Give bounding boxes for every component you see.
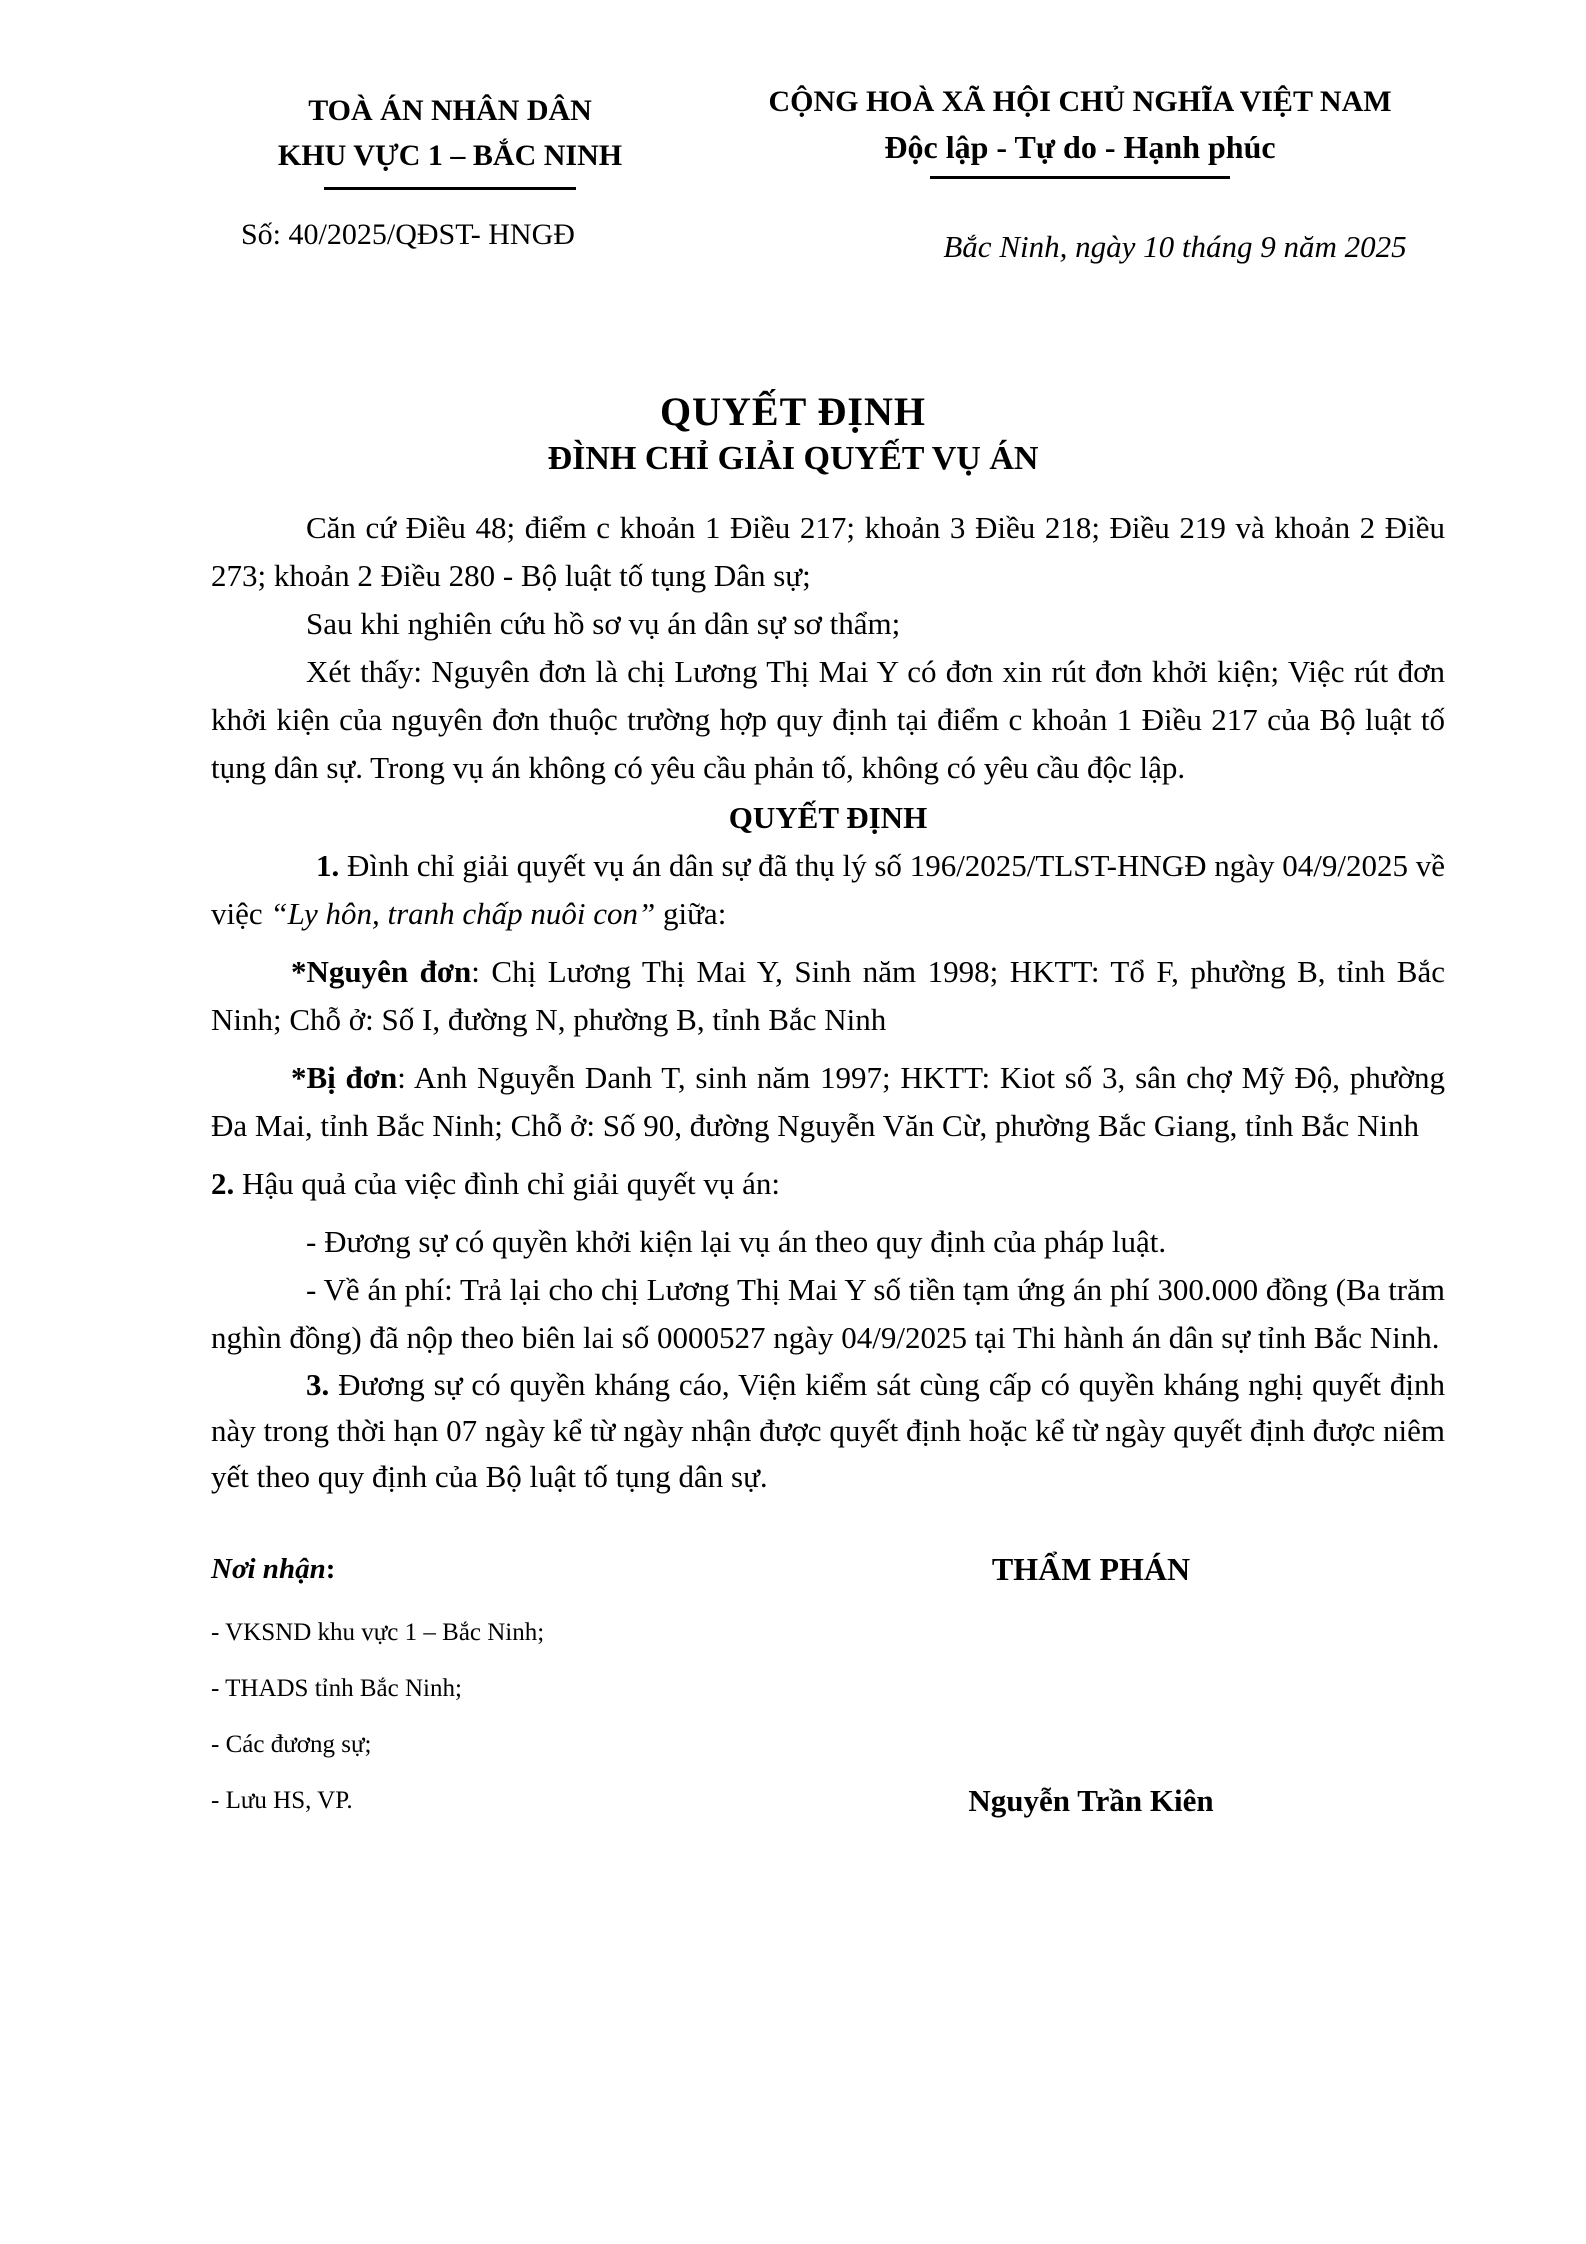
document-footer: [211, 1545, 1445, 1829]
defendant-details: : Anh Nguyễn Danh T, sinh năm 1997; HKTT: Kiot số 3, sân chợ Mỹ Độ, phường Đa Mai, tỉnh Bắc Ninh; Chỗ ở: Số 90, đường Nguyễn Văn Cừ, phường Bắc Giang, tỉnh Bắc Ninh: [211, 1060, 1445, 1143]
plaintiff-details: : Chị Lương Thị Mai Y, Sinh năm 1998; HKTT: Tổ F, phường B, tỉnh Bắc Ninh; Chỗ ở: Số I, đường N, phường B, tỉnh Bắc Ninh: [211, 954, 1445, 1037]
judge-name: Nguyễn Trần Kiên: [968, 1783, 1214, 1818]
item-1-number: 1.: [316, 848, 340, 883]
title-block: [0, 388, 1586, 482]
decision-item-1: [211, 842, 1445, 938]
document-header: [0, 0, 1586, 388]
item-2-text: Hậu quả của việc đình chỉ giải quyết vụ án:: [234, 1166, 781, 1201]
recipient-item: - THADS tỉnh Bắc Ninh;: [211, 1675, 462, 1702]
decision-item-2: [211, 1160, 1445, 1208]
place-date-line: Bắc Ninh, ngày 10 tháng 9 năm 2025: [943, 229, 1407, 264]
recipients-label-colon: :: [325, 1553, 336, 1585]
consequence-bullet-1: - Đương sự có quyền khởi kiện lại vụ án theo quy định của pháp luật.: [306, 1224, 1167, 1259]
recipient-item: - Lưu HS, VP.: [211, 1787, 353, 1814]
case-number: Số: 40/2025/QĐST- HNGĐ: [241, 218, 575, 251]
national-motto: Độc lập - Tự do - Hạnh phúc: [884, 129, 1276, 165]
motto-divider-line: [930, 176, 1230, 179]
plaintiff-label: *Nguyên đơn: [291, 954, 472, 989]
document-body: [211, 504, 1445, 1500]
case-name: “Ly hôn, tranh chấp nuôi con”: [270, 896, 656, 931]
decision-subtitle: ĐÌNH CHỈ GIẢI QUYẾT VỤ ÁN: [547, 440, 1039, 477]
defendant-label: *Bị đơn: [291, 1060, 398, 1095]
defendant-paragraph: [211, 1054, 1445, 1150]
item-3-number: 3.: [306, 1367, 330, 1402]
plaintiff-paragraph: [211, 948, 1445, 1044]
item-1-text: Đình chỉ giải quyết vụ án dân sự đã thụ lý số 196/2025/TLST-HNGĐ ngày 04/9/2025 về việc: [211, 848, 1445, 931]
court-divider-line: [324, 187, 576, 190]
issuing-court-block: [235, 88, 665, 252]
court-region: KHU VỰC 1 – BẮC NINH: [277, 139, 623, 172]
national-heading-block: [700, 80, 1460, 265]
recipient-item: - VKSND khu vực 1 – Bắc Ninh;: [211, 1619, 545, 1646]
legal-basis-paragraph: Căn cứ Điều 48; điểm c khoản 1 Điều 217; khoản 3 Điều 218; Điều 219 và khoản 2 Điều 273; khoản 2 Điều 280 - Bộ luật tố tụng Dân sự;: [211, 510, 1445, 593]
item-1-text-after: giữa:: [655, 896, 727, 931]
republic-name: CỘNG HOÀ XÃ HỘI CHỦ NGHĨA VIỆT NAM: [768, 85, 1392, 118]
judge-title: THẨM PHÁN: [991, 1551, 1191, 1587]
item-3-text: Đương sự có quyền kháng cáo, Viện kiểm sát cùng cấp có quyền kháng nghị quyết định này trong thời hạn 07 ngày kể từ ngày nhận được quyết định hoặc kể từ ngày quyết định được niêm yết theo quy định của Bộ luật tố tụng dân sự.: [211, 1367, 1445, 1494]
review-paragraph: Sau khi nghiên cứu hồ sơ vụ án dân sự sơ thẩm;: [306, 606, 901, 641]
decision-title: QUYẾT ĐỊNH: [660, 389, 926, 434]
item-2-number: 2.: [211, 1166, 235, 1201]
consequence-bullet-2: - Về án phí: Trả lại cho chị Lương Thị Mai Y số tiền tạm ứng án phí 300.000 đồng (Ba trăm nghìn đồng) đã nộp theo biên lai số 0000527 ngày 04/9/2025 tại Thi hành án dân sự tỉnh Bắc Ninh.: [211, 1272, 1445, 1355]
court-name: TOÀ ÁN NHÂN DÂN: [308, 94, 592, 127]
signature-block: [731, 1545, 1451, 1819]
findings-paragraph: Xét thấy: Nguyên đơn là chị Lương Thị Mai Y có đơn xin rút đơn khởi kiện; Việc rút đơn khởi kiện của nguyên đơn thuộc trường hợp quy định tại điểm c khoản 1 Điều 217 của Bộ luật tố tụng dân sự. Trong vụ án không có yêu cầu phản tố, không có yêu cầu độc lập.: [211, 654, 1445, 785]
recipients-label-text: Nơi nhận: [211, 1553, 326, 1585]
decision-section-heading: QUYẾT ĐỊNH: [728, 800, 928, 835]
recipient-item: - Các đương sự;: [211, 1731, 372, 1758]
decision-item-3: [211, 1362, 1445, 1500]
